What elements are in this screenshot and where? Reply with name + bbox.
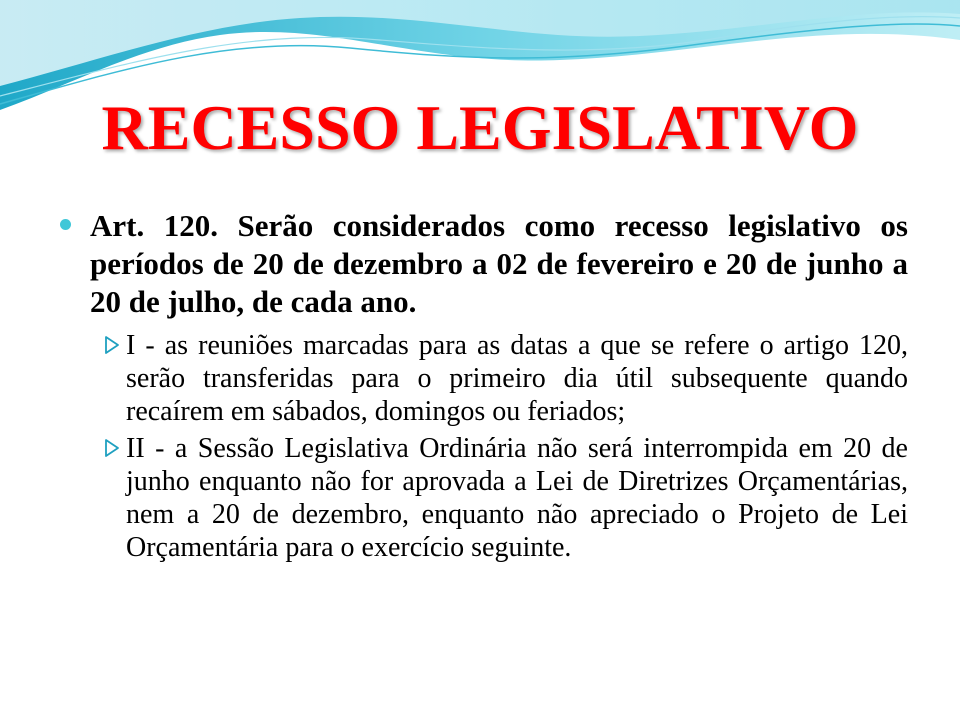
sub-bullet-text: I - as reuniões marcadas para as datas a que se refere o artigo 120, serão transferidas para o primeiro dia útil subsequente quando recaírem em sábados, domingos ou feriados; xyxy=(126,330,908,427)
sub-bullet-text: II - a Sessão Legislativa Ordinária não será interrompida em 20 de junho enquanto não for aprovada a Lei de Diretrizes Orçamentárias, nem a 20 de dezembro, enquanto não apreciado o Projeto de Lei Orçamentária para o exercício seguinte. xyxy=(126,433,908,563)
sub-bullet-list xyxy=(58,329,908,564)
circle-bullet-icon xyxy=(60,219,71,230)
sub-bullet-2 xyxy=(104,432,908,564)
slide-content xyxy=(58,207,908,568)
arrow-bullet-icon xyxy=(104,438,120,458)
sub-bullet-1 xyxy=(104,329,908,428)
slide-title: RECESSO LEGISLATIVO xyxy=(101,92,859,163)
arrow-bullet-icon xyxy=(104,335,120,355)
main-bullet-text: Art. 120. Serão considerados como recesso legislativo os períodos de 20 de dezembro a 02 de fevereiro e 20 de junho a 20 de julho, de cada ano. xyxy=(90,208,908,319)
main-bullet xyxy=(58,207,908,321)
